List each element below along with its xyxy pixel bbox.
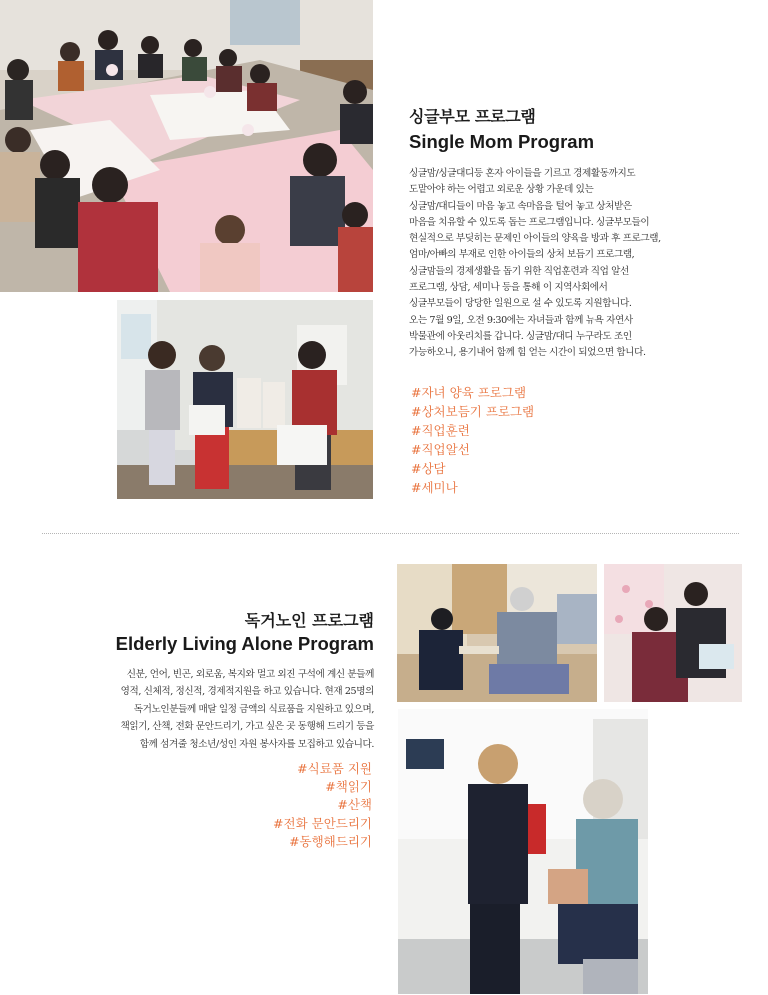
- single-mom-hashtags: [411, 383, 534, 497]
- body-line: 프로그램, 상담, 세미나 등을 통해 이 지역사회에서: [409, 282, 608, 294]
- body-line: 싱글맘들의 경제생활을 돕기 위한 직업훈련과 직업 알선: [409, 265, 629, 277]
- elderly-home-visit-photo: [397, 564, 597, 702]
- body-line: 독거노인분들께 매달 일정 금액의 식료품을 지원하고 있으며,: [133, 703, 374, 715]
- elderly-title-en: Elderly Living Alone Program: [115, 633, 374, 654]
- hashtag: #상처보듬기 프로그램: [411, 404, 535, 419]
- hashtag: #동행해드리기: [289, 833, 372, 849]
- hashtag: #산책: [337, 797, 372, 813]
- single-mom-title-en: Single Mom Program: [409, 131, 595, 152]
- elderly-title-ko: 독거노인 프로그램: [244, 611, 374, 630]
- hashtag: #전화 문안드리기: [273, 815, 372, 831]
- hashtag: #직업알선: [411, 442, 470, 457]
- body-line: 싱글부모들이 당당한 일원으로 설 수 있도록 지원합니다.: [409, 298, 632, 310]
- single-mom-meeting-photo: [0, 0, 373, 292]
- body-line: 엄마/아빠의 부재로 인한 아이들의 상처 보듬기 프로그램,: [409, 249, 635, 261]
- hashtag: #직업훈련: [411, 423, 470, 438]
- body-line: 영적, 신체적, 정신적, 경제적지원을 하고 있습니다. 현재 25명의: [120, 686, 374, 698]
- body-line: 현실적으로 부딪히는 문제인 아이들의 양육을 방과 후 프로그램,: [409, 233, 661, 245]
- hashtag: #세미나: [411, 480, 458, 495]
- single-mom-gift-photo: [117, 300, 373, 499]
- body-line: 함께 섬겨줄 청소년/성인 자원 봉사자를 모집하고 있습니다.: [139, 738, 374, 750]
- single-mom-description: [409, 166, 709, 362]
- section-divider: [42, 533, 739, 534]
- elderly-consult-photo: [604, 564, 742, 702]
- body-line: 마음을 치유할 수 있도록 돕는 프로그램입니다. 싱글부모들이: [409, 216, 650, 228]
- elderly-description: [54, 666, 374, 753]
- body-line: 도맡아야 하는 어렵고 외로운 상황 가운데 있는: [409, 184, 594, 196]
- elderly-hashtags: [273, 760, 372, 851]
- elderly-vaccination-photo: [398, 709, 648, 994]
- hashtag: #상담: [411, 461, 446, 476]
- single-mom-title-ko: 싱글부모 프로그램: [409, 107, 536, 126]
- body-line: 신분, 언어, 빈곤, 외로움, 복지와 멀고 외진 구석에 계신 분들께: [126, 669, 374, 680]
- body-line: 오는 7월 9일, 오전 9:30에는 자녀들과 함께 뉴욕 자연사: [409, 314, 633, 326]
- body-line: 싱글맘/싱글대디등 혼자 아이들을 기르고 경제활동까지도: [409, 168, 636, 179]
- body-line: 가능하오니, 용기내어 함께 힘 얻는 시간이 되었으면 합니다.: [409, 347, 646, 359]
- body-line: 싱글맘/대디들이 마음 놓고 속마음을 털어 놓고 상처받은: [409, 200, 632, 212]
- body-line: 박물관에 아웃리치를 갑니다. 싱글맘/대디 누구라도 조인: [409, 330, 632, 342]
- hashtag: #자녀 양육 프로그램: [411, 385, 527, 400]
- hashtag: #식료품 지원: [297, 761, 372, 776]
- hashtag: #책읽기: [325, 779, 372, 795]
- body-line: 책읽기, 산책, 전화 문안드리기, 가고 싶은 곳 동행해 드리기 등을: [120, 721, 374, 733]
